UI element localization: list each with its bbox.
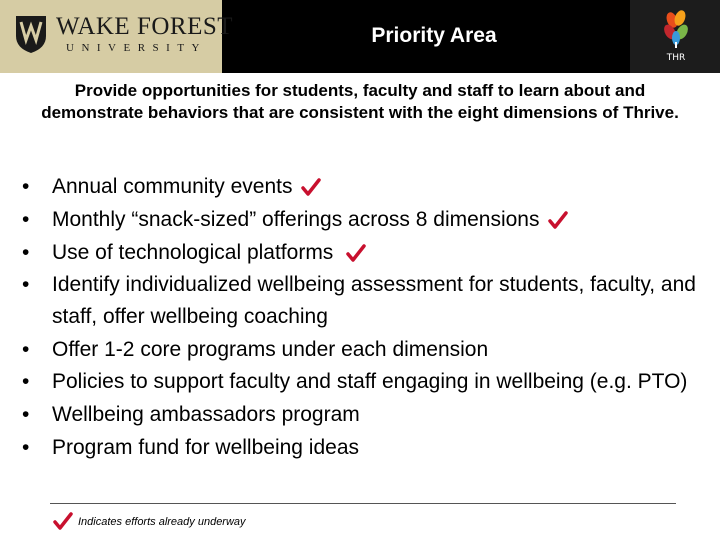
page-title: Priority Area <box>371 24 497 47</box>
intro-text: Provide opportunities for students, faculty and staff to learn about and demonstrate behaviors that are consistent with the eight dimensions of Thrive. <box>41 81 679 122</box>
check-icon <box>300 177 322 197</box>
list-item-text: Annual community events <box>52 175 293 198</box>
list-item <box>22 333 702 366</box>
bullet-dot: • <box>22 338 30 361</box>
shield-icon <box>14 14 48 54</box>
bullet-dot: • <box>22 436 30 459</box>
check-icon <box>341 243 367 263</box>
list-item-text: Wellbeing ambassadors program <box>52 403 360 426</box>
check-icon <box>547 210 569 230</box>
list-item <box>22 236 702 269</box>
header-bar <box>0 0 720 73</box>
bullet-dot: • <box>22 403 30 426</box>
bullet-list <box>22 170 702 464</box>
logo-name: WAKE FOREST <box>56 13 234 40</box>
bullet-dot: • <box>22 175 30 198</box>
list-item <box>22 366 702 398</box>
bullet-dot: • <box>22 208 30 231</box>
thrive-logo-text: THR <box>666 53 686 63</box>
list-item <box>22 398 702 431</box>
legend-text: Indicates efforts already underway <box>78 516 246 528</box>
list-item-text: Identify individualized wellbeing assessment for students, faculty, and staff, offer wellbeing coaching <box>52 273 696 328</box>
list-item <box>22 170 702 203</box>
bullet-dot: • <box>22 370 30 393</box>
wake-forest-logo <box>0 0 234 73</box>
thrive-logo-icon <box>662 8 690 66</box>
list-item-text: Program fund for wellbeing ideas <box>52 436 360 459</box>
list-item-text: Monthly “snack-sized” offerings across 8 dimensions <box>52 208 540 231</box>
list-item-text: Policies to support faculty and staff engaging in wellbeing (e.g. PTO) <box>52 370 688 393</box>
bullet-dot: • <box>22 241 30 264</box>
list-item <box>22 203 702 236</box>
list-item <box>22 269 702 333</box>
logo-subtitle: UNIVERSITY <box>66 42 207 54</box>
footer-divider <box>50 503 676 504</box>
check-icon <box>52 511 74 531</box>
list-item-text: Use of technological platforms <box>52 241 334 264</box>
bullet-dot: • <box>22 273 30 296</box>
list-item-text: Offer 1-2 core programs under each dimension <box>52 338 489 361</box>
list-item <box>22 431 702 464</box>
